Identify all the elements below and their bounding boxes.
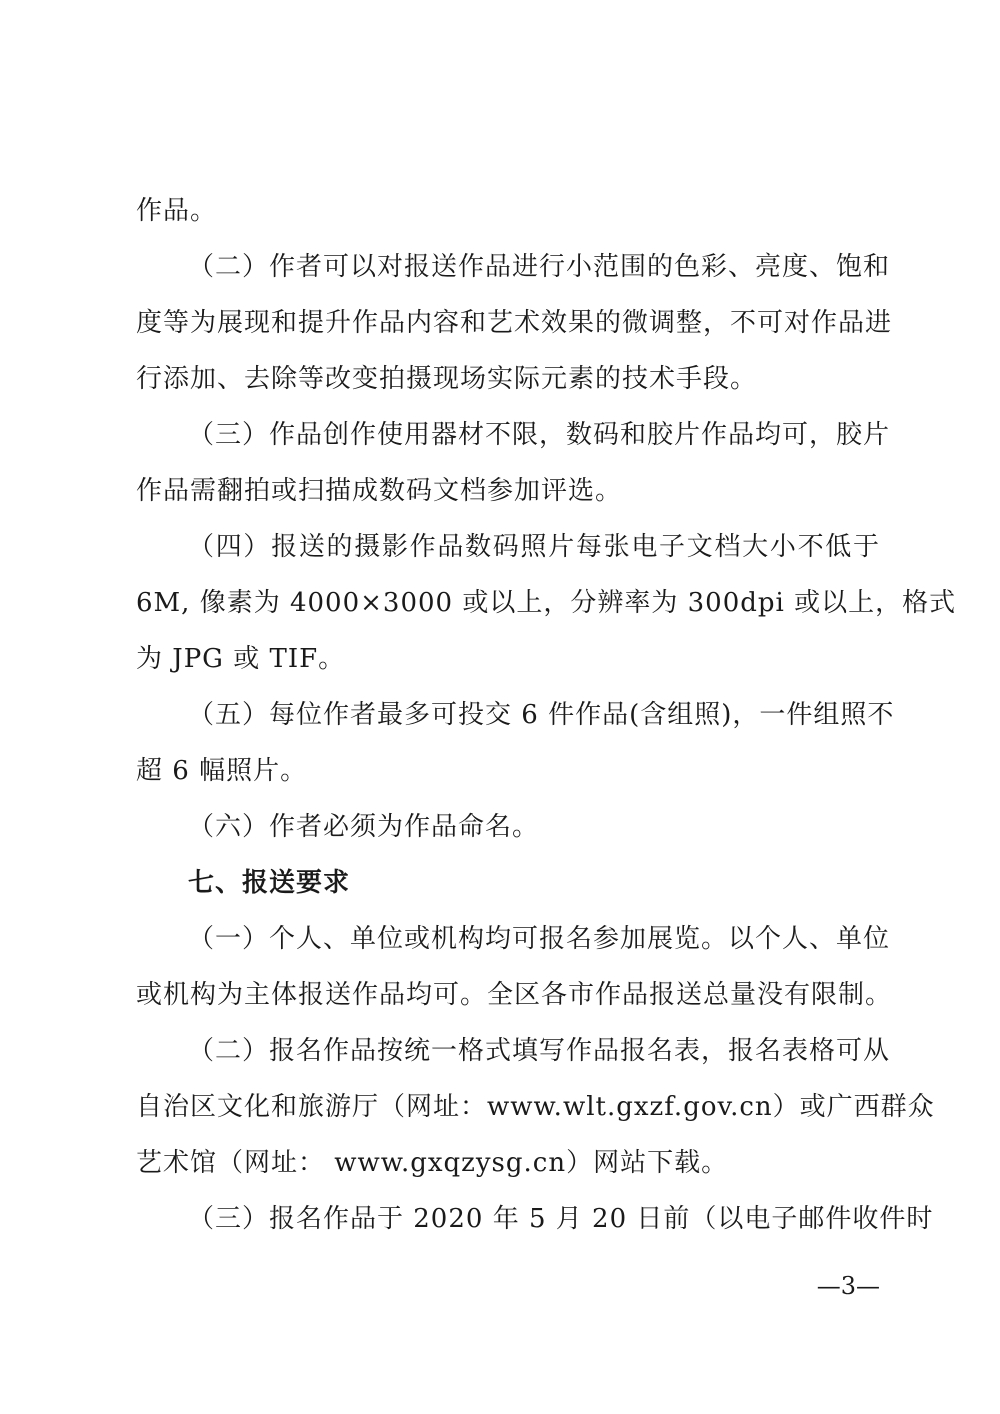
text-line: 自治区文化和旅游厅（网址：www.wlt.gxzf.gov.cn）或广西群众 xyxy=(136,1092,935,1122)
text-line: 行添加、去除等改变拍摄现场实际元素的技术手段。 xyxy=(136,364,758,394)
text-line: 作品。 xyxy=(136,196,218,226)
text-line: （二）作者可以对报送作品进行小范围的色彩、亮度、饱和 xyxy=(188,252,891,282)
text-line: 6M, 像素为 4000×3000 或以上，分辨率为 300dpi 或以上，格式 xyxy=(136,588,957,618)
text-line: （五）每位作者最多可投交 6 件作品(含组照)，一件组照不 xyxy=(188,700,895,730)
page-number: —3— xyxy=(816,1272,880,1300)
text-line: （四）报送的摄影作品数码照片每张电子文档大小不低于 xyxy=(188,532,880,562)
text-line: 为 JPG 或 TIF。 xyxy=(136,644,346,674)
text-line: （三）报名作品于 2020 年 5 月 20 日前（以电子邮件收件时 xyxy=(188,1204,934,1234)
text-line: （三）作品创作使用器材不限，数码和胶片作品均可，胶片 xyxy=(188,420,891,450)
text-line: （六）作者必须为作品命名。 xyxy=(188,812,540,842)
text-line: 度等为展现和提升作品内容和艺术效果的微调整，不可对作品进 xyxy=(136,308,893,338)
text-line: 作品需翻拍或扫描成数码文档参加评选。 xyxy=(136,476,623,506)
text-line: 或机构为主体报送作品均可。全区各市作品报送总量没有限制。 xyxy=(136,980,893,1010)
text-line: （二）报名作品按统一格式填写作品报名表，报名表格可从 xyxy=(188,1036,891,1066)
text-line: （一）个人、单位或机构均可报名参加展览。以个人、单位 xyxy=(188,924,891,954)
text-line: 超 6 幅照片。 xyxy=(136,756,308,786)
section-heading: 七、报送要求 xyxy=(188,868,351,898)
text-line: 艺术馆（网址： www.gxqzysg.cn）网站下载。 xyxy=(136,1148,729,1178)
